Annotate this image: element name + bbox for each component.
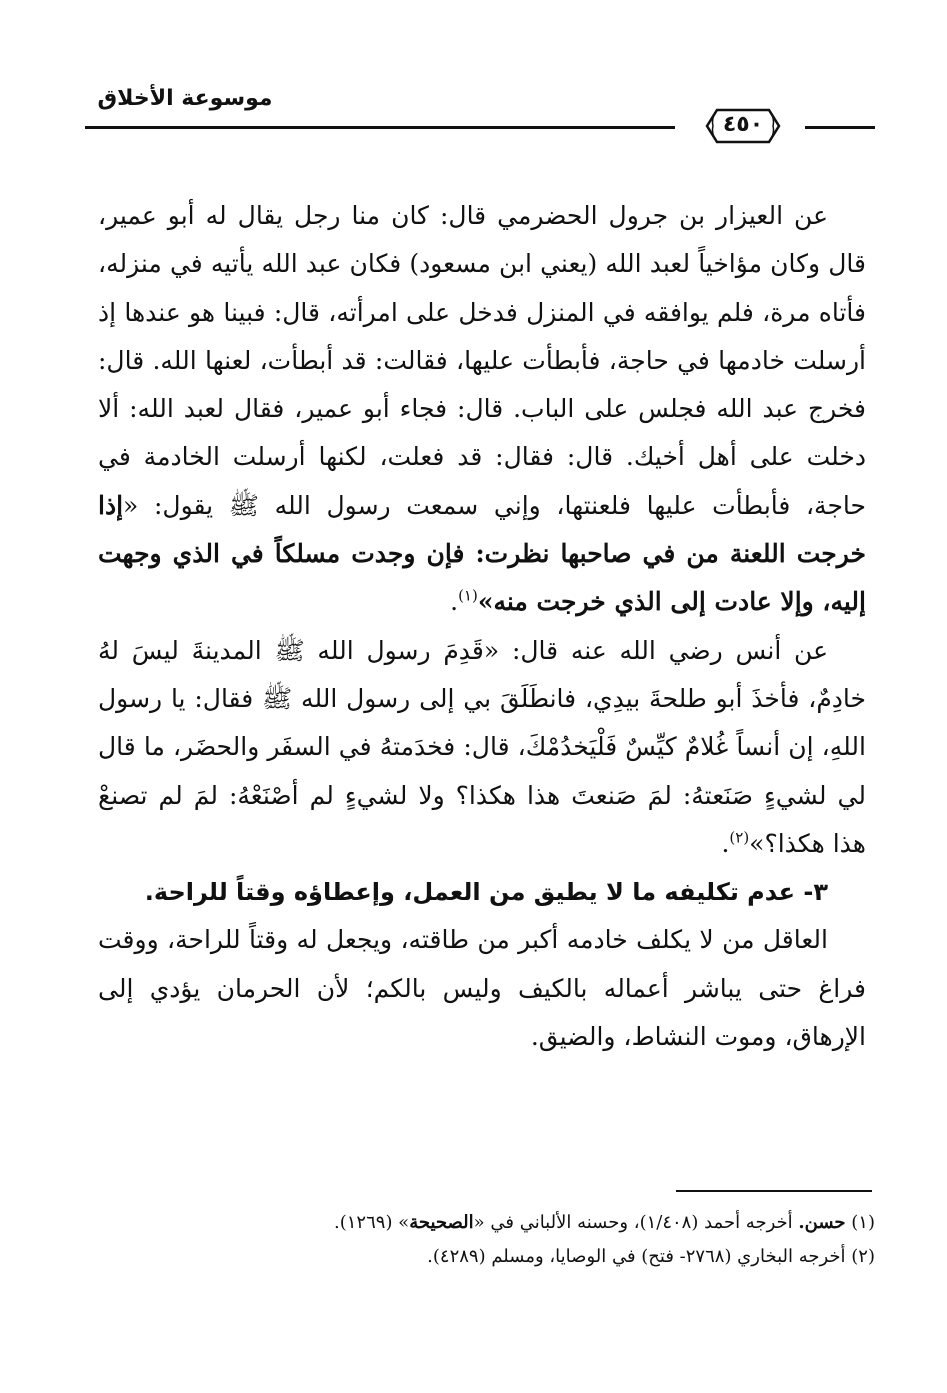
main-text	[98, 192, 866, 1061]
footnote-divider	[676, 1190, 872, 1192]
header-rule-right	[805, 126, 875, 129]
paragraph-2	[98, 627, 866, 868]
paragraph-2-end: .	[721, 828, 730, 858]
book-title: موسوعة الأخلاق	[97, 86, 273, 111]
footnote-2	[175, 1240, 875, 1274]
page-number-frame	[703, 104, 783, 148]
header-rule-left	[85, 126, 675, 129]
footnote-1-text-a: أخرجه أحمد (١/٤٠٨)، وحسنه الألباني في «	[473, 1212, 799, 1233]
paragraph-2-text: عن أنس رضي الله عنه قال: «قَدِمَ رسول الله ﷺ المدينةَ ليسَ لهُ خادِمٌ، فأخذَ أبو طلحةَ بيدِي، فانطَلَقَ بي إلى رسول الله ﷺ فقال: يا رسول اللهِ، إن أنساً غُلامٌ كيِّسٌ فَلْيَخدُمْكَ، قال: فخدَمتهُ في السفَر والحضَر، ما قال لي لشيءٍ صَنَعتهُ: لمَ صَنعتَ هذا هكذا؟ ولا لشيءٍ لم أصْنَعْهُ: لمَ لم تصنعْ هذا هكذا؟»	[98, 635, 866, 858]
footnote-1-number: (١)	[851, 1212, 875, 1233]
hadith-quote: إذا خرجت اللعنة من في صاحبها نظرت: فإن وجدت مسلكاً في الذي وجهت إليه، وإلا عادت إلى الذي خرجت منه	[98, 490, 866, 617]
footnote-2-number: (٢)	[851, 1246, 875, 1267]
footnote-ref-2[interactable]: (٢)	[729, 828, 750, 847]
page-header	[85, 82, 875, 137]
footnote-1	[175, 1206, 875, 1240]
footnote-1-grade: حسن.	[798, 1212, 846, 1233]
footnote-1-source: الصحيحة	[409, 1212, 474, 1233]
paragraph-1	[98, 192, 866, 627]
footnote-ref-1[interactable]: (١)	[458, 587, 478, 606]
footnote-1-text-b: » (١٢٦٩).	[334, 1212, 410, 1233]
footnote-2-text: أخرجه البخاري (٢٧٦٨- فتح) في الوصايا، ومسلم (٤٢٨٩).	[427, 1246, 852, 1267]
paragraph-3: العاقل من لا يكلف خادمه أكبر من طاقته، ويجعل له وقتاً للراحة، ووقت فراغ حتى يباشر أعماله بالكيف وليس بالكم؛ لأن الحرمان يؤدي إلى الإرهاق، وموت النشاط، والضيق.	[98, 925, 866, 1052]
section-heading: ٣- عدم تكليفه ما لا يطيق من العمل، وإعطاؤه وقتاً للراحة.	[144, 878, 828, 907]
footnotes	[175, 1206, 875, 1274]
page-number: ٤٥٠	[722, 112, 764, 137]
quote-close-mark: »	[477, 587, 494, 617]
paragraph-1-text: عن العيزار بن جرول الحضرمي قال: كان منا رجل يقال له أبو عمير، قال وكان مؤاخياً لعبد الله (يعني ابن مسعود) فكان عبد الله يأتيه في منزله، فأتاه مرة، فلم يوافقه في المنزل فدخل على امرأته، قال: فبينا هو عندها إذ أرسلت خادمها في حاجة، فأبطأت عليها، فقالت: قد أبطأت، لعنها الله. قال: فخرج عبد الله فجلس على الباب. قال: فجاء أبو عمير، فقال لعبد الله: ألا دخلت على أهل أخيك. قال: فقال: قد فعلت، لكنها أرسلت الخادمة في حاجة، فأبطأت عليها فلعنتها، وإني سمعت رسول الله ﷺ يقول: «	[98, 201, 866, 520]
paragraph-1-end: .	[450, 587, 459, 617]
